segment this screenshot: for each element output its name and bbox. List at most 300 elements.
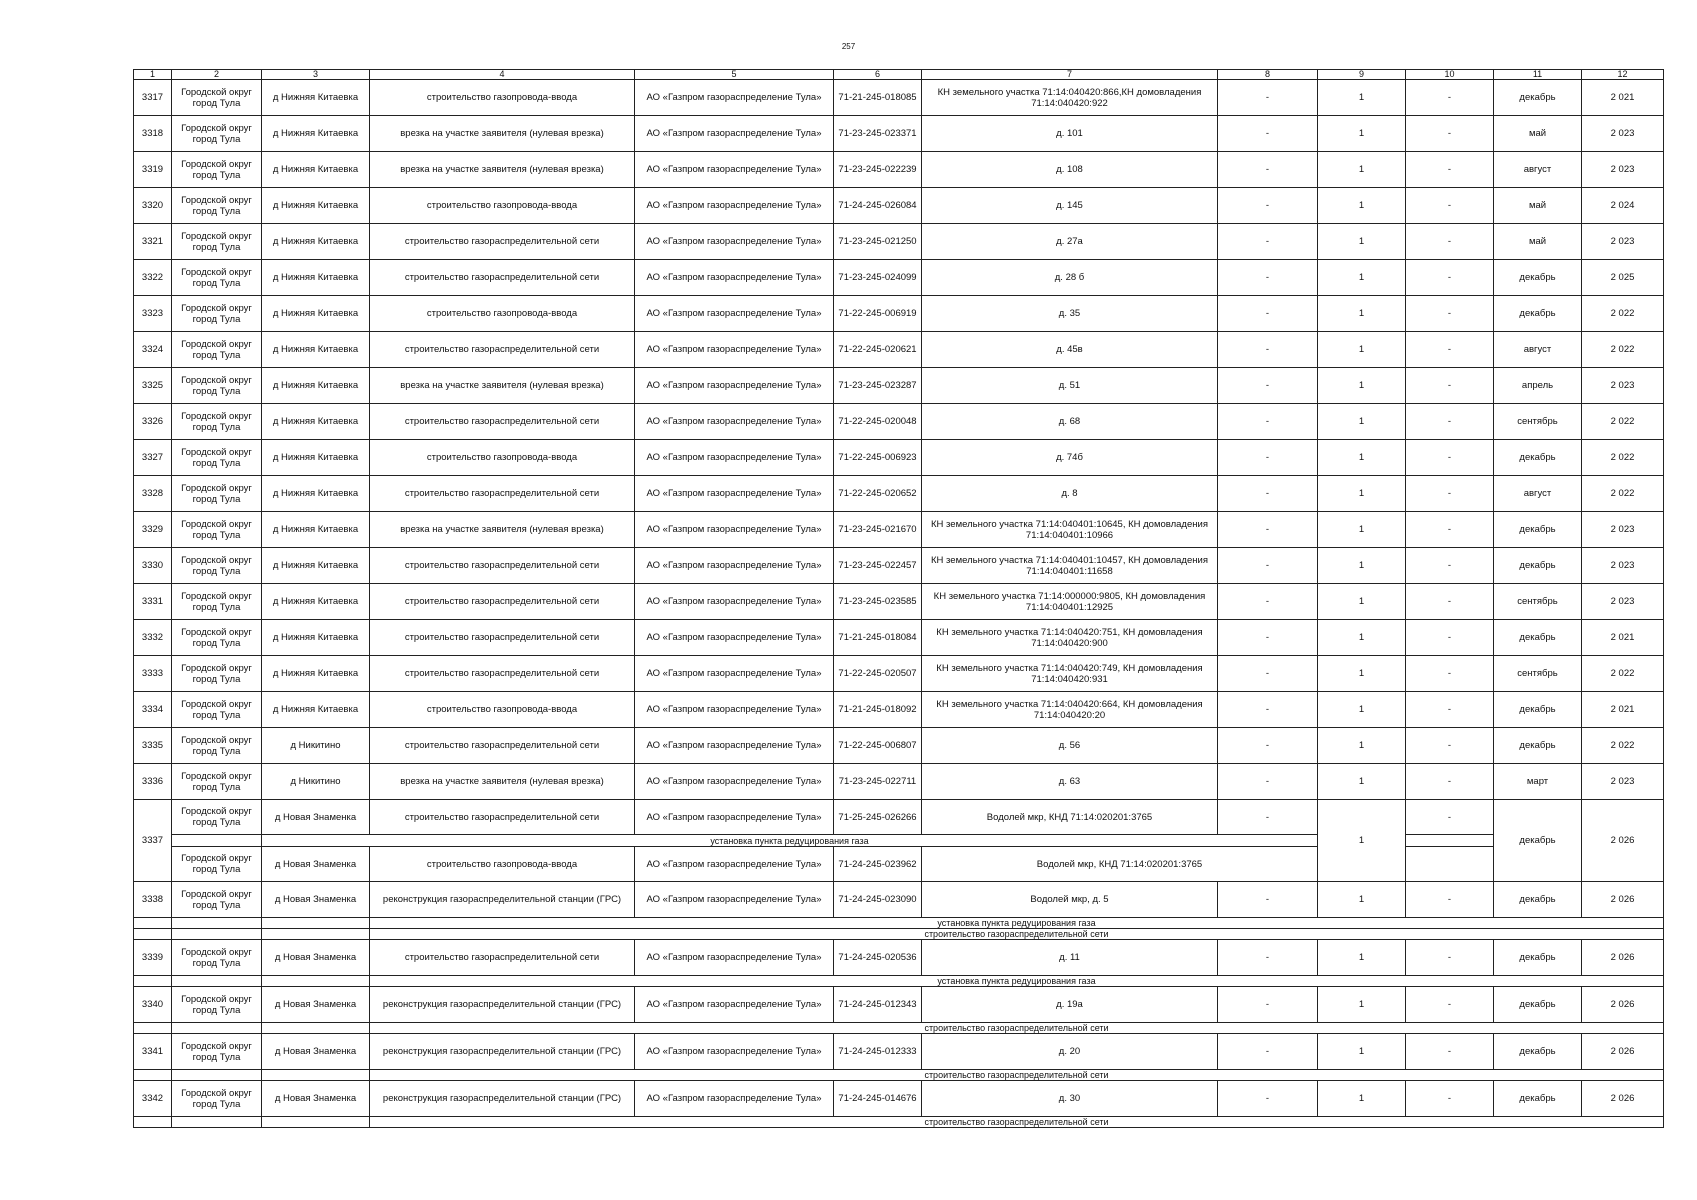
month-cell: декабрь bbox=[1494, 882, 1582, 918]
organization-cell: АО «Газпром газораспределение Тула» bbox=[635, 620, 834, 656]
locality-cell: д Новая Знаменка bbox=[262, 987, 370, 1023]
district-cell: Городской округ город Тула bbox=[172, 764, 262, 800]
year-cell: 2 023 bbox=[1582, 116, 1664, 152]
district-cell: Городской округ город Тула bbox=[172, 260, 262, 296]
col10-cell: - bbox=[1406, 260, 1494, 296]
table-row bbox=[134, 152, 1664, 188]
empty-cell bbox=[172, 1023, 262, 1034]
district-cell: Городской округ город Тула bbox=[172, 584, 262, 620]
object-cell: д. 35 bbox=[922, 296, 1218, 332]
col10-cell: - bbox=[1406, 296, 1494, 332]
year-cell: 2 021 bbox=[1582, 80, 1664, 116]
district-cell: Городской округ город Тула bbox=[172, 332, 262, 368]
object-cell: КН земельного участка 71:14:040420:749, КН домовладения 71:14:040420:931 bbox=[922, 656, 1218, 692]
col8-cell: - bbox=[1218, 116, 1318, 152]
month-cell: май bbox=[1494, 224, 1582, 260]
code-cell: 71-25-245-026266 bbox=[834, 800, 922, 835]
district-cell: Городской округ город Тула bbox=[172, 224, 262, 260]
row-number: 3332 bbox=[134, 620, 172, 656]
organization-cell: АО «Газпром газораспределение Тула» bbox=[635, 188, 834, 224]
col9-cell: 1 bbox=[1318, 116, 1406, 152]
col8-cell: - bbox=[1218, 512, 1318, 548]
object-cell: КН земельного участка 71:14:040401:10457, КН домовладения 71:14:040401:11658 bbox=[922, 548, 1218, 584]
col8-cell: - bbox=[1218, 368, 1318, 404]
organization-cell: АО «Газпром газораспределение Тула» bbox=[635, 847, 834, 882]
row-number: 3329 bbox=[134, 512, 172, 548]
col8-cell: - bbox=[1218, 764, 1318, 800]
year-cell: 2 023 bbox=[1582, 584, 1664, 620]
code-cell: 71-23-245-022457 bbox=[834, 548, 922, 584]
code-cell: 71-21-245-018085 bbox=[834, 80, 922, 116]
organization-cell: АО «Газпром газораспределение Тула» bbox=[635, 368, 834, 404]
organization-cell: АО «Газпром газораспределение Тула» bbox=[635, 987, 834, 1023]
col8-cell: - bbox=[1218, 882, 1318, 918]
district-cell: Городской округ город Тула bbox=[172, 620, 262, 656]
col9-cell: 1 bbox=[1318, 764, 1406, 800]
locality-cell: д Нижняя Китаевка bbox=[262, 80, 370, 116]
object-cell: д. 63 bbox=[922, 764, 1218, 800]
col10-cell: - bbox=[1406, 188, 1494, 224]
year-cell: 2 022 bbox=[1582, 296, 1664, 332]
month-cell: сентябрь bbox=[1494, 584, 1582, 620]
district-cell: Городской округ город Тула bbox=[172, 548, 262, 584]
locality-cell: д Нижняя Китаевка bbox=[262, 116, 370, 152]
year-cell: 2 023 bbox=[1582, 512, 1664, 548]
district-cell: Городской округ город Тула bbox=[172, 80, 262, 116]
col9-cell: 1 bbox=[1318, 728, 1406, 764]
empty-cell bbox=[134, 918, 172, 929]
col9-cell: 1 bbox=[1318, 476, 1406, 512]
locality-cell: д Нижняя Китаевка bbox=[262, 404, 370, 440]
col10-cell: - bbox=[1406, 224, 1494, 260]
col8-cell: - bbox=[1218, 332, 1318, 368]
column-header: 2 bbox=[172, 70, 262, 80]
column-header: 7 bbox=[922, 70, 1218, 80]
column-header: 11 bbox=[1494, 70, 1582, 80]
code-cell: 71-22-245-006807 bbox=[834, 728, 922, 764]
object-cell: д. 27а bbox=[922, 224, 1218, 260]
empty-cell bbox=[1406, 835, 1494, 847]
work-type-cell: строительство газопровода-ввода bbox=[370, 80, 635, 116]
col9-cell: 1 bbox=[1318, 1034, 1406, 1070]
code-cell: 71-24-245-012343 bbox=[834, 987, 922, 1023]
code-cell: 71-24-245-023962 bbox=[834, 847, 922, 882]
col9-cell: 1 bbox=[1318, 800, 1406, 882]
row-number: 3338 bbox=[134, 882, 172, 918]
row-number: 3320 bbox=[134, 188, 172, 224]
code-cell: 71-24-245-026084 bbox=[834, 188, 922, 224]
district-cell: Городской округ город Тула bbox=[172, 847, 262, 882]
organization-cell: АО «Газпром газораспределение Тула» bbox=[635, 80, 834, 116]
locality-cell: д Никитино bbox=[262, 764, 370, 800]
month-cell: декабрь bbox=[1494, 1034, 1582, 1070]
col8-cell: - bbox=[1218, 404, 1318, 440]
col10-cell bbox=[1406, 847, 1494, 882]
locality-cell: д Нижняя Китаевка bbox=[262, 224, 370, 260]
col10-cell: - bbox=[1406, 1081, 1494, 1117]
col10-cell: - bbox=[1406, 332, 1494, 368]
col10-cell: - bbox=[1406, 548, 1494, 584]
register-table bbox=[133, 69, 1664, 1128]
row-number: 3318 bbox=[134, 116, 172, 152]
table-body bbox=[134, 70, 1664, 1128]
table-row bbox=[134, 1081, 1664, 1117]
district-cell: Городской округ город Тула bbox=[172, 440, 262, 476]
table-row bbox=[134, 847, 1664, 882]
col9-cell: 1 bbox=[1318, 940, 1406, 976]
year-cell: 2 021 bbox=[1582, 620, 1664, 656]
work-type-cell: строительство газораспределительной сети bbox=[370, 728, 635, 764]
sub-note-row bbox=[134, 1117, 1664, 1128]
code-cell: 71-22-245-020621 bbox=[834, 332, 922, 368]
work-type-cell: строительство газораспределительной сети bbox=[370, 476, 635, 512]
district-cell: Городской округ город Тула bbox=[172, 1081, 262, 1117]
row-number: 3341 bbox=[134, 1034, 172, 1070]
object-cell: д. 56 bbox=[922, 728, 1218, 764]
object-cell: д. 51 bbox=[922, 368, 1218, 404]
code-cell: 71-23-245-021670 bbox=[834, 512, 922, 548]
col9-cell: 1 bbox=[1318, 987, 1406, 1023]
locality-cell: д Новая Знаменка bbox=[262, 1034, 370, 1070]
sub-note: строительство газораспределительной сети bbox=[370, 1023, 1664, 1034]
empty-cell bbox=[172, 976, 262, 987]
organization-cell: АО «Газпром газораспределение Тула» bbox=[635, 332, 834, 368]
table-row bbox=[134, 224, 1664, 260]
sub-note-row bbox=[134, 1070, 1664, 1081]
month-cell: декабрь bbox=[1494, 260, 1582, 296]
code-cell: 71-22-245-020048 bbox=[834, 404, 922, 440]
work-type-cell: строительство газораспределительной сети bbox=[370, 800, 635, 835]
code-cell: 71-23-245-024099 bbox=[834, 260, 922, 296]
organization-cell: АО «Газпром газораспределение Тула» bbox=[635, 224, 834, 260]
organization-cell: АО «Газпром газораспределение Тула» bbox=[635, 296, 834, 332]
row-number: 3330 bbox=[134, 548, 172, 584]
row-number: 3333 bbox=[134, 656, 172, 692]
code-cell: 71-23-245-021250 bbox=[834, 224, 922, 260]
district-cell: Городской округ город Тула bbox=[172, 1034, 262, 1070]
month-cell: август bbox=[1494, 152, 1582, 188]
month-cell: декабрь bbox=[1494, 620, 1582, 656]
object-cell: д. 19а bbox=[922, 987, 1218, 1023]
month-cell: март bbox=[1494, 764, 1582, 800]
month-cell: декабрь bbox=[1494, 1081, 1582, 1117]
col10-cell: - bbox=[1406, 476, 1494, 512]
locality-cell: д Нижняя Китаевка bbox=[262, 548, 370, 584]
table-row bbox=[134, 440, 1664, 476]
locality-cell: д Нижняя Китаевка bbox=[262, 296, 370, 332]
locality-cell: д Нижняя Китаевка bbox=[262, 260, 370, 296]
sub-note: строительство газораспределительной сети bbox=[370, 929, 1664, 940]
month-cell: декабрь bbox=[1494, 512, 1582, 548]
col10-cell: - bbox=[1406, 584, 1494, 620]
col9-cell: 1 bbox=[1318, 882, 1406, 918]
year-cell: 2 026 bbox=[1582, 987, 1664, 1023]
month-cell: декабрь bbox=[1494, 548, 1582, 584]
object-cell: КН земельного участка 71:14:040420:866,КН домовладения 71:14:040420:922 bbox=[922, 80, 1218, 116]
col10-cell: - bbox=[1406, 728, 1494, 764]
organization-cell: АО «Газпром газораспределение Тула» bbox=[635, 152, 834, 188]
organization-cell: АО «Газпром газораспределение Тула» bbox=[635, 512, 834, 548]
table-row bbox=[134, 940, 1664, 976]
col9-cell: 1 bbox=[1318, 620, 1406, 656]
row-number: 3334 bbox=[134, 692, 172, 728]
work-type-cell: реконструкция газораспределительной станции (ГРС) bbox=[370, 987, 635, 1023]
organization-cell: АО «Газпром газораспределение Тула» bbox=[635, 116, 834, 152]
row-number: 3331 bbox=[134, 584, 172, 620]
col8-cell: - bbox=[1218, 692, 1318, 728]
col8-cell: - bbox=[1218, 800, 1318, 835]
locality-cell: д Нижняя Китаевка bbox=[262, 656, 370, 692]
col10-cell: - bbox=[1406, 800, 1494, 835]
col9-cell: 1 bbox=[1318, 548, 1406, 584]
organization-cell: АО «Газпром газораспределение Тула» bbox=[635, 548, 834, 584]
locality-cell: д Нижняя Китаевка bbox=[262, 692, 370, 728]
object-cell: д. 8 bbox=[922, 476, 1218, 512]
locality-cell: д Нижняя Китаевка bbox=[262, 512, 370, 548]
organization-cell: АО «Газпром газораспределение Тула» bbox=[635, 800, 834, 835]
locality-cell: д Нижняя Китаевка bbox=[262, 440, 370, 476]
object-cell: Водолей мкр, КНД 71:14:020201:3765 bbox=[922, 800, 1218, 835]
row-number: 3327 bbox=[134, 440, 172, 476]
col8-cell: - bbox=[1218, 1081, 1318, 1117]
locality-cell: д Новая Знаменка bbox=[262, 1081, 370, 1117]
organization-cell: АО «Газпром газораспределение Тула» bbox=[635, 404, 834, 440]
object-cell: КН земельного участка 71:14:040420:751, КН домовладения 71:14:040420:900 bbox=[922, 620, 1218, 656]
row-number: 3319 bbox=[134, 152, 172, 188]
work-type-cell: врезка на участке заявителя (нулевая врезка) bbox=[370, 764, 635, 800]
sub-note: строительство газораспределительной сети bbox=[370, 1117, 1664, 1128]
locality-cell: д Новая Знаменка bbox=[262, 800, 370, 835]
year-cell: 2 022 bbox=[1582, 728, 1664, 764]
year-cell: 2 023 bbox=[1582, 764, 1664, 800]
work-type-cell: строительство газопровода-ввода bbox=[370, 847, 635, 882]
month-cell: сентябрь bbox=[1494, 404, 1582, 440]
organization-cell: АО «Газпром газораспределение Тула» bbox=[635, 584, 834, 620]
col8-cell: - bbox=[1218, 440, 1318, 476]
year-cell: 2 026 bbox=[1582, 940, 1664, 976]
row-number: 3335 bbox=[134, 728, 172, 764]
code-cell: 71-24-245-014676 bbox=[834, 1081, 922, 1117]
column-header: 12 bbox=[1582, 70, 1664, 80]
year-cell: 2 024 bbox=[1582, 188, 1664, 224]
object-cell: д. 30 bbox=[922, 1081, 1218, 1117]
col9-cell: 1 bbox=[1318, 656, 1406, 692]
organization-cell: АО «Газпром газораспределение Тула» bbox=[635, 764, 834, 800]
object-cell: д. 145 bbox=[922, 188, 1218, 224]
table-row bbox=[134, 296, 1664, 332]
code-cell: 71-23-245-023371 bbox=[834, 116, 922, 152]
district-cell: Городской округ город Тула bbox=[172, 476, 262, 512]
locality-cell: д Новая Знаменка bbox=[262, 882, 370, 918]
empty-cell bbox=[134, 1023, 172, 1034]
organization-cell: АО «Газпром газораспределение Тула» bbox=[635, 440, 834, 476]
col10-cell: - bbox=[1406, 152, 1494, 188]
work-type-cell: строительство газопровода-ввода bbox=[370, 188, 635, 224]
col8-cell: - bbox=[1218, 940, 1318, 976]
organization-cell: АО «Газпром газораспределение Тула» bbox=[635, 1081, 834, 1117]
empty-cell bbox=[262, 929, 370, 940]
col10-cell: - bbox=[1406, 404, 1494, 440]
district-cell: Городской округ город Тула bbox=[172, 404, 262, 440]
code-cell: 71-22-245-006919 bbox=[834, 296, 922, 332]
organization-cell: АО «Газпром газораспределение Тула» bbox=[635, 1034, 834, 1070]
object-cell: д. 28 б bbox=[922, 260, 1218, 296]
table-row bbox=[134, 1034, 1664, 1070]
district-cell: Городской округ город Тула bbox=[172, 882, 262, 918]
work-type-cell: реконструкция газораспределительной станции (ГРС) bbox=[370, 1034, 635, 1070]
col9-cell: 1 bbox=[1318, 584, 1406, 620]
work-type-cell: реконструкция газораспределительной станции (ГРС) bbox=[370, 882, 635, 918]
work-type-cell: строительство газораспределительной сети bbox=[370, 548, 635, 584]
locality-cell: д Нижняя Китаевка bbox=[262, 368, 370, 404]
district-cell: Городской округ город Тула bbox=[172, 800, 262, 835]
work-type-cell: строительство газопровода-ввода bbox=[370, 440, 635, 476]
col9-cell: 1 bbox=[1318, 296, 1406, 332]
organization-cell: АО «Газпром газораспределение Тула» bbox=[635, 260, 834, 296]
locality-cell: д Нижняя Китаевка bbox=[262, 332, 370, 368]
table-row bbox=[134, 800, 1664, 835]
table-row bbox=[134, 656, 1664, 692]
col9-cell: 1 bbox=[1318, 368, 1406, 404]
locality-cell: д Нижняя Китаевка bbox=[262, 476, 370, 512]
row-number: 3336 bbox=[134, 764, 172, 800]
month-cell: декабрь bbox=[1494, 692, 1582, 728]
row-number: 3324 bbox=[134, 332, 172, 368]
locality-cell: д Нижняя Китаевка bbox=[262, 584, 370, 620]
object-cell: д. 74б bbox=[922, 440, 1218, 476]
table-row bbox=[134, 512, 1664, 548]
organization-cell: АО «Газпром газораспределение Тула» bbox=[635, 940, 834, 976]
work-type-cell: врезка на участке заявителя (нулевая врезка) bbox=[370, 152, 635, 188]
organization-cell: АО «Газпром газораспределение Тула» bbox=[635, 476, 834, 512]
col9-cell: 1 bbox=[1318, 80, 1406, 116]
year-cell: 2 026 bbox=[1582, 1081, 1664, 1117]
row-number: 3342 bbox=[134, 1081, 172, 1117]
empty-cell bbox=[262, 1117, 370, 1128]
code-cell: 71-21-245-018084 bbox=[834, 620, 922, 656]
empty-cell bbox=[172, 835, 262, 847]
work-type-cell: строительство газораспределительной сети bbox=[370, 224, 635, 260]
col8-cell: - bbox=[1218, 476, 1318, 512]
table-row bbox=[134, 260, 1664, 296]
work-type-cell: строительство газораспределительной сети bbox=[370, 260, 635, 296]
month-cell: декабрь bbox=[1494, 728, 1582, 764]
column-header: 3 bbox=[262, 70, 370, 80]
column-header-row bbox=[134, 70, 1664, 80]
page-number: 257 bbox=[841, 42, 856, 51]
code-cell: 71-22-245-006923 bbox=[834, 440, 922, 476]
year-cell: 2 022 bbox=[1582, 332, 1664, 368]
empty-cell bbox=[262, 1023, 370, 1034]
col10-cell: - bbox=[1406, 987, 1494, 1023]
table-row bbox=[134, 764, 1664, 800]
table-row bbox=[134, 692, 1664, 728]
district-cell: Городской округ город Тула bbox=[172, 152, 262, 188]
row-number: 3325 bbox=[134, 368, 172, 404]
column-header: 9 bbox=[1318, 70, 1406, 80]
year-cell: 2 025 bbox=[1582, 260, 1664, 296]
month-cell: май bbox=[1494, 188, 1582, 224]
column-header: 10 bbox=[1406, 70, 1494, 80]
work-type-cell: строительство газораспределительной сети bbox=[370, 620, 635, 656]
col9-cell: 1 bbox=[1318, 188, 1406, 224]
empty-cell bbox=[172, 929, 262, 940]
table-row bbox=[134, 332, 1664, 368]
row-number: 3321 bbox=[134, 224, 172, 260]
locality-cell: д Нижняя Китаевка bbox=[262, 188, 370, 224]
year-cell: 2 023 bbox=[1582, 548, 1664, 584]
code-cell: 71-23-245-023287 bbox=[834, 368, 922, 404]
col9-cell: 1 bbox=[1318, 440, 1406, 476]
table-row bbox=[134, 548, 1664, 584]
empty-cell bbox=[134, 1070, 172, 1081]
col9-cell: 1 bbox=[1318, 332, 1406, 368]
year-cell: 2 026 bbox=[1582, 1034, 1664, 1070]
table-row bbox=[134, 404, 1664, 440]
work-type-cell: строительство газораспределительной сети bbox=[370, 940, 635, 976]
row-number: 3317 bbox=[134, 80, 172, 116]
column-header: 1 bbox=[134, 70, 172, 80]
work-type-cell: строительство газораспределительной сети bbox=[370, 404, 635, 440]
month-cell: август bbox=[1494, 476, 1582, 512]
col8-cell: - bbox=[1218, 188, 1318, 224]
object-cell: Водолей мкр, КНД 71:14:020201:3765 bbox=[922, 847, 1318, 882]
col8-cell: - bbox=[1218, 620, 1318, 656]
col10-cell: - bbox=[1406, 116, 1494, 152]
object-cell: Водолей мкр, д. 5 bbox=[922, 882, 1218, 918]
empty-cell bbox=[134, 929, 172, 940]
object-cell: д. 101 bbox=[922, 116, 1218, 152]
row-number: 3339 bbox=[134, 940, 172, 976]
organization-cell: АО «Газпром газораспределение Тула» bbox=[635, 728, 834, 764]
column-header: 8 bbox=[1218, 70, 1318, 80]
table-row bbox=[134, 368, 1664, 404]
code-cell: 71-24-245-012333 bbox=[834, 1034, 922, 1070]
code-cell: 71-24-245-020536 bbox=[834, 940, 922, 976]
row-number: 3340 bbox=[134, 987, 172, 1023]
empty-cell bbox=[172, 1070, 262, 1081]
table-row bbox=[134, 584, 1664, 620]
empty-cell bbox=[172, 1117, 262, 1128]
table-row bbox=[134, 620, 1664, 656]
row-number: 3322 bbox=[134, 260, 172, 296]
work-type-cell: врезка на участке заявителя (нулевая врезка) bbox=[370, 368, 635, 404]
col10-cell: - bbox=[1406, 80, 1494, 116]
month-cell: апрель bbox=[1494, 368, 1582, 404]
column-header: 5 bbox=[635, 70, 834, 80]
sub-note: установка пункта редуцирования газа bbox=[262, 835, 1318, 847]
district-cell: Городской округ город Тула bbox=[172, 656, 262, 692]
district-cell: Городской округ город Тула bbox=[172, 728, 262, 764]
month-cell: август bbox=[1494, 332, 1582, 368]
year-cell: 2 021 bbox=[1582, 692, 1664, 728]
empty-cell bbox=[134, 1117, 172, 1128]
work-type-cell: врезка на участке заявителя (нулевая врезка) bbox=[370, 116, 635, 152]
col8-cell: - bbox=[1218, 548, 1318, 584]
empty-cell bbox=[134, 976, 172, 987]
col8-cell: - bbox=[1218, 987, 1318, 1023]
year-cell: 2 022 bbox=[1582, 656, 1664, 692]
col9-cell: 1 bbox=[1318, 152, 1406, 188]
sub-note: строительство газораспределительной сети bbox=[370, 1070, 1664, 1081]
sub-note-row bbox=[134, 918, 1664, 929]
year-cell: 2 023 bbox=[1582, 152, 1664, 188]
year-cell: 2 023 bbox=[1582, 224, 1664, 260]
work-type-cell: строительство газораспределительной сети bbox=[370, 332, 635, 368]
locality-cell: д Новая Знаменка bbox=[262, 940, 370, 976]
month-cell: декабрь bbox=[1494, 440, 1582, 476]
sub-note: установка пункта редуцирования газа bbox=[370, 976, 1664, 987]
